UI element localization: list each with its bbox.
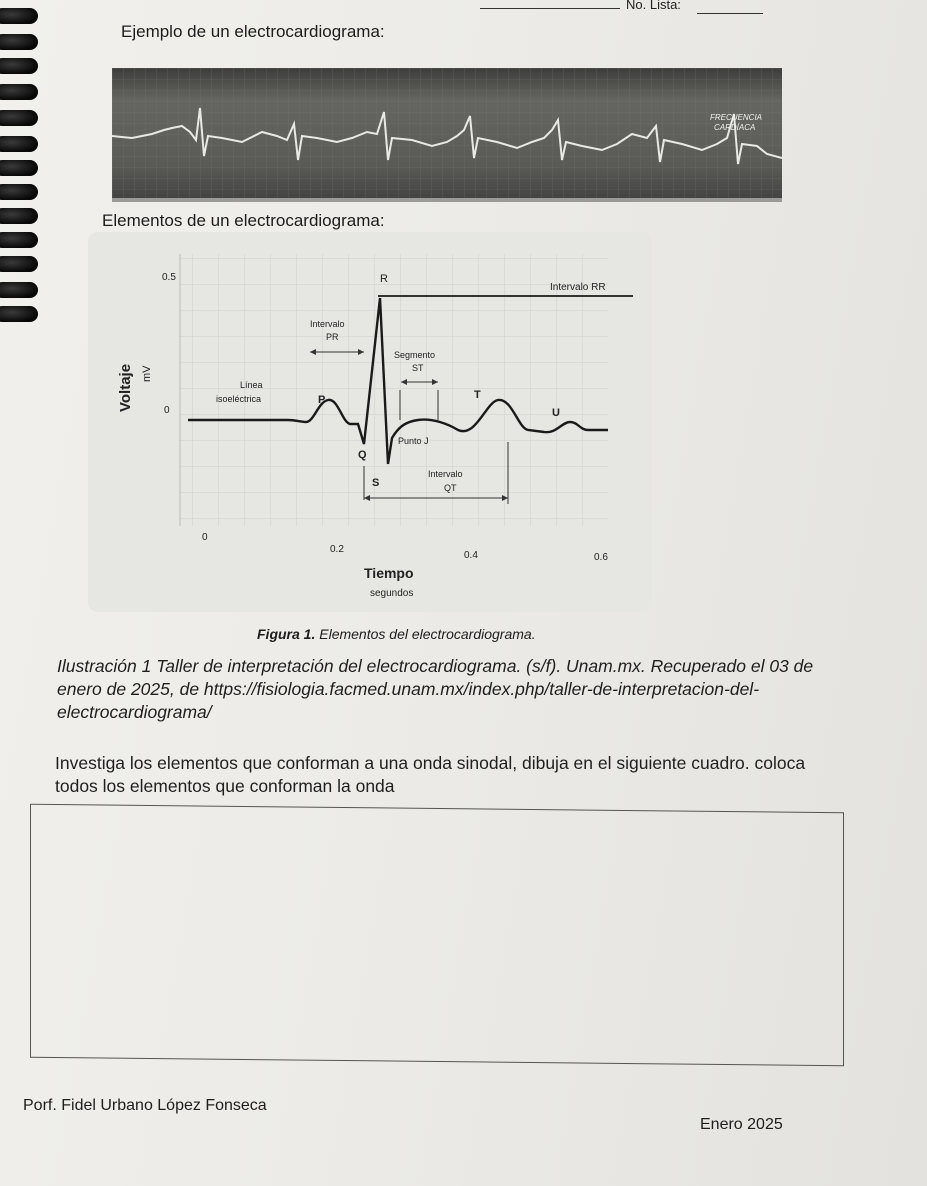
name-underline xyxy=(480,8,620,9)
label-q: Q xyxy=(358,449,367,461)
list-number-underline xyxy=(697,13,763,14)
label-intervalo-rr: Intervalo RR xyxy=(550,282,606,293)
label-u: U xyxy=(552,407,560,419)
list-number-label: No. Lista: xyxy=(626,0,681,12)
figure-caption-label: Figura 1. xyxy=(257,626,316,642)
strip-label-frecuencia: FRECUENCIA xyxy=(710,113,763,122)
figure-caption xyxy=(257,626,536,642)
figure-caption-text: Elementos del electrocardiograma. xyxy=(315,626,536,642)
footer-date: Enero 2025 xyxy=(700,1116,783,1133)
y-tick-0-5: 0.5 xyxy=(162,272,176,283)
label-intervalo-qt-2: QT xyxy=(444,483,457,493)
x-tick-0-4: 0.4 xyxy=(464,550,478,561)
footer-author: Porf. Fidel Urbano López Fonseca xyxy=(23,1097,267,1114)
x-tick-0-2: 0.2 xyxy=(330,544,344,555)
label-segmento-st-1: Segmento xyxy=(394,350,436,360)
y-tick-0: 0 xyxy=(164,405,170,416)
x-tick-0: 0 xyxy=(202,532,208,543)
label-intervalo-pr-2: PR xyxy=(326,332,339,342)
spiral-binding xyxy=(0,0,46,330)
citation-line-1: Ilustración 1 Taller de interpretación del electrocardiograma. (s/f). Unam.mx. Recuperado el 03 de xyxy=(57,656,814,676)
label-p: P xyxy=(318,394,326,406)
ecg-elements-figure xyxy=(88,232,652,612)
ecg-example-title: Ejemplo de un electrocardiograma: xyxy=(121,22,385,41)
strip-label-cardiaca: CARDÍACA xyxy=(714,123,756,132)
citation-line-2: enero de 2025, de https://fisiologia.facmed.unam.mx/index.php/taller-de-interpretacion-del- xyxy=(57,679,760,699)
x-tick-0-6: 0.6 xyxy=(594,552,608,563)
label-r: R xyxy=(380,273,388,285)
label-intervalo-pr-1: Intervalo xyxy=(310,319,345,329)
ecg-strip-photo xyxy=(112,68,782,202)
label-linea-1: Línea xyxy=(240,380,263,390)
label-linea-2: isoeléctrica xyxy=(216,394,262,404)
x-axis-unit: segundos xyxy=(370,588,414,599)
label-intervalo-qt-1: Intervalo xyxy=(428,469,463,479)
label-t: T xyxy=(474,389,481,401)
y-axis-unit: mV xyxy=(141,365,153,382)
label-segmento-st-2: ST xyxy=(412,363,424,373)
instruction-line-2: todos los elementos que conforman la onda xyxy=(55,776,395,796)
x-axis-label: Tiempo xyxy=(364,565,414,581)
label-s: S xyxy=(372,477,380,489)
citation-line-3: electrocardiograma/ xyxy=(57,702,212,722)
label-punto-j: Punto J xyxy=(398,436,429,446)
y-axis-label: Voltaje xyxy=(117,363,134,412)
instruction-line-1: Investiga los elementos que conforman a una onda sinodal, dibuja en el siguiente cuadro. coloca xyxy=(55,753,806,773)
drawing-answer-box[interactable] xyxy=(30,804,844,1067)
ecg-elements-title: Elementos de un electrocardiograma: xyxy=(102,211,385,230)
ecg-grid xyxy=(180,254,608,526)
